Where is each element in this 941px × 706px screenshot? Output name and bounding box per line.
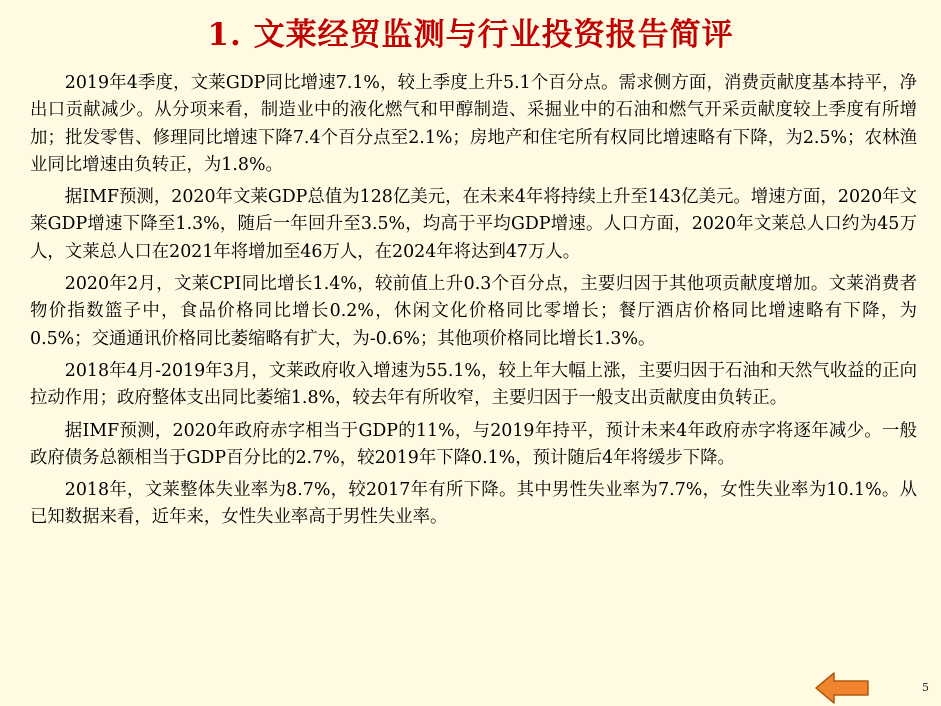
paragraph-imf-gdp-forecast: 据IMF预测，2020年文莱GDP总值为128亿美元，在未来4年将持续上升至143亿美元。增速方面，2020年文莱GDP增速下降至1.3%，随后一年回升至3.5%，均高于平均GDP增速。人口方面，2020年文莱总人口约为45万人，文莱总人口在2021年将增加至46万人，在2024年将达到47万人。	[30, 187, 917, 262]
slide-title: 1. 文莱经贸监测与行业投资报告简评	[207, 17, 734, 53]
paragraph-unemployment: 2018年，文莱整体失业率为8.7%，较2017年有所下降。其中男性失业率为7.7%，女性失业率为10.1%。从已知数据来看，近年来，女性失业率高于男性失业率。	[30, 480, 917, 528]
left-arrow-icon[interactable]	[814, 670, 870, 706]
paragraph-cpi: 2020年2月，文莱CPI同比增长1.4%，较前值上升0.3个百分点，主要归因于其他项贡献度增加。文莱消费者物价指数篮子中，食品价格同比增长0.2%，休闲文化价格同比零增长；餐厅酒店价格同比增速略有下降，为0.5%；交通通讯价格同比萎缩略有扩大，为-0.6%；其他项价格同比增长1.3%。	[30, 274, 917, 349]
paragraph-gdp-q4: 2019年4季度，文莱GDP同比增速7.1%，较上季度上升5.1个百分点。需求侧方面，消费贡献度基本持平，净出口贡献减少。从分项来看，制造业中的液化燃气和甲醇制造、采掘业中的石油和燃气开采贡献度较上季度有所增加；批发零售、修理同比增速下降7.4个百分点至2.1%；房地产和住宅所有权同比增速略有下降，为2.5%；农林渔业同比增速由负转正，为1.8%。	[30, 73, 917, 175]
paragraph-government-revenue: 2018年4月-2019年3月，文莱政府收入增速为55.1%，较上年大幅上涨，主要归因于石油和天然气收益的正向拉动作用；政府整体支出同比萎缩1.8%，较去年有所收窄，主要归因于一般支出贡献度由负转正。	[30, 360, 917, 409]
slide-body	[30, 70, 917, 537]
paragraph-government-deficit: 据IMF预测，2020年政府赤字相当于GDP的11%，与2019年持平，预计未来4年政府赤字将逐年减少。一般政府债务总额相当于GDP百分比的2.7%，较2019年下降0.1%，预计随后4年将缓步下降。	[30, 420, 917, 468]
page-number: 5	[922, 681, 929, 694]
